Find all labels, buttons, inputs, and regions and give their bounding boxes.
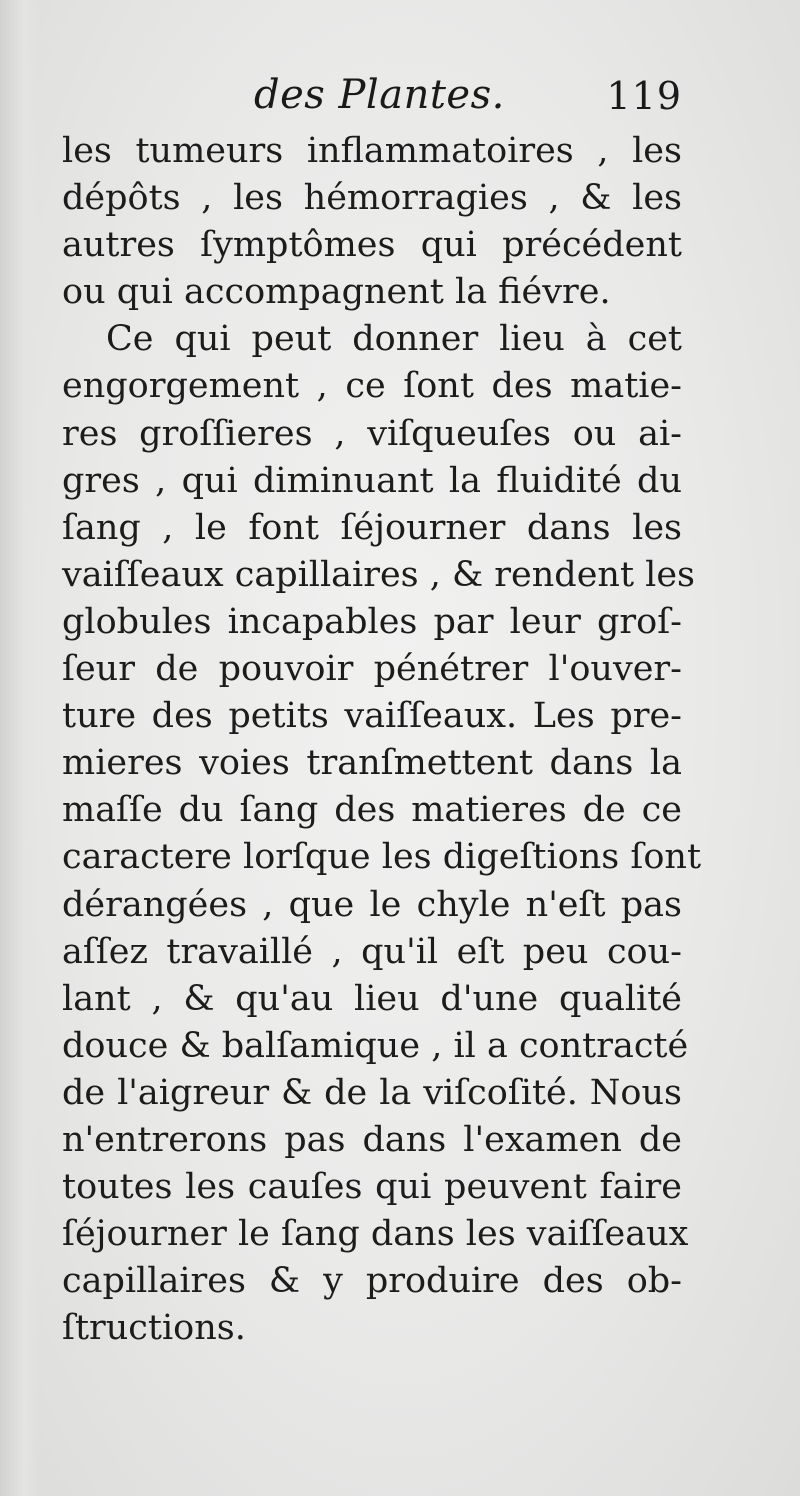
- running-title: des Plantes.: [254, 72, 505, 118]
- page-gutter-shadow: [0, 0, 40, 1496]
- text-line: globules incapables par leur groſ-: [62, 601, 682, 642]
- text-line: douce & balſamique , il a contracté: [62, 1025, 689, 1066]
- text-line: ture des petits vaiſſeaux. Les pre-: [62, 696, 682, 737]
- text-line: toutes les cauſes qui peuvent faire: [62, 1167, 682, 1208]
- text-line: vaiſſeaux capillaires , & rendent les: [62, 554, 696, 595]
- text-line: ou qui accompagnent la fiévre.: [62, 272, 611, 313]
- text-line: ſéjourner le ſang dans les vaiſſeaux: [62, 1214, 689, 1255]
- text-line: n'entrerons pas dans l'examen de: [62, 1119, 682, 1160]
- text-line: dépôts , les hémorragies , & les: [62, 178, 682, 219]
- text-line: gres , qui diminuant la fluidité du: [62, 460, 682, 501]
- text-line: de l'aigreur & de la viſcoſité. Nous: [62, 1072, 682, 1113]
- text-line: Ce qui peut donner lieu à cet: [106, 319, 682, 360]
- text-line: engorgement , ce ſont des matie-: [62, 366, 682, 407]
- page-number: 119: [606, 74, 682, 118]
- text-line: ſeur de pouvoir pénétrer l'ouver-: [62, 649, 682, 690]
- body-text: [62, 128, 702, 1352]
- text-line: mieres voies tranſmettent dans la: [62, 743, 682, 784]
- text-line: ſang , le font ſéjourner dans les: [62, 507, 682, 548]
- text-line: res groſſieres , viſqueuſes ou ai-: [62, 413, 682, 454]
- text-line: autres ſymptômes qui précédent: [62, 225, 682, 266]
- text-line: ſtructions.: [62, 1308, 246, 1349]
- text-line: dérangées , que le chyle n'eſt pas: [62, 884, 682, 925]
- text-line: aſſez travaillé , qu'il eſt peu cou-: [62, 931, 682, 972]
- text-line: les tumeurs inflammatoires , les: [62, 131, 682, 171]
- text-line: maſſe du ſang des matieres de ce: [62, 790, 682, 831]
- text-line: lant , & qu'au lieu d'une qualité: [62, 978, 682, 1019]
- text-line: caractere lorſque les digeſtions ſont: [62, 837, 702, 878]
- text-line: capillaires & y produire des ob-: [62, 1261, 682, 1302]
- page-header: [250, 70, 682, 134]
